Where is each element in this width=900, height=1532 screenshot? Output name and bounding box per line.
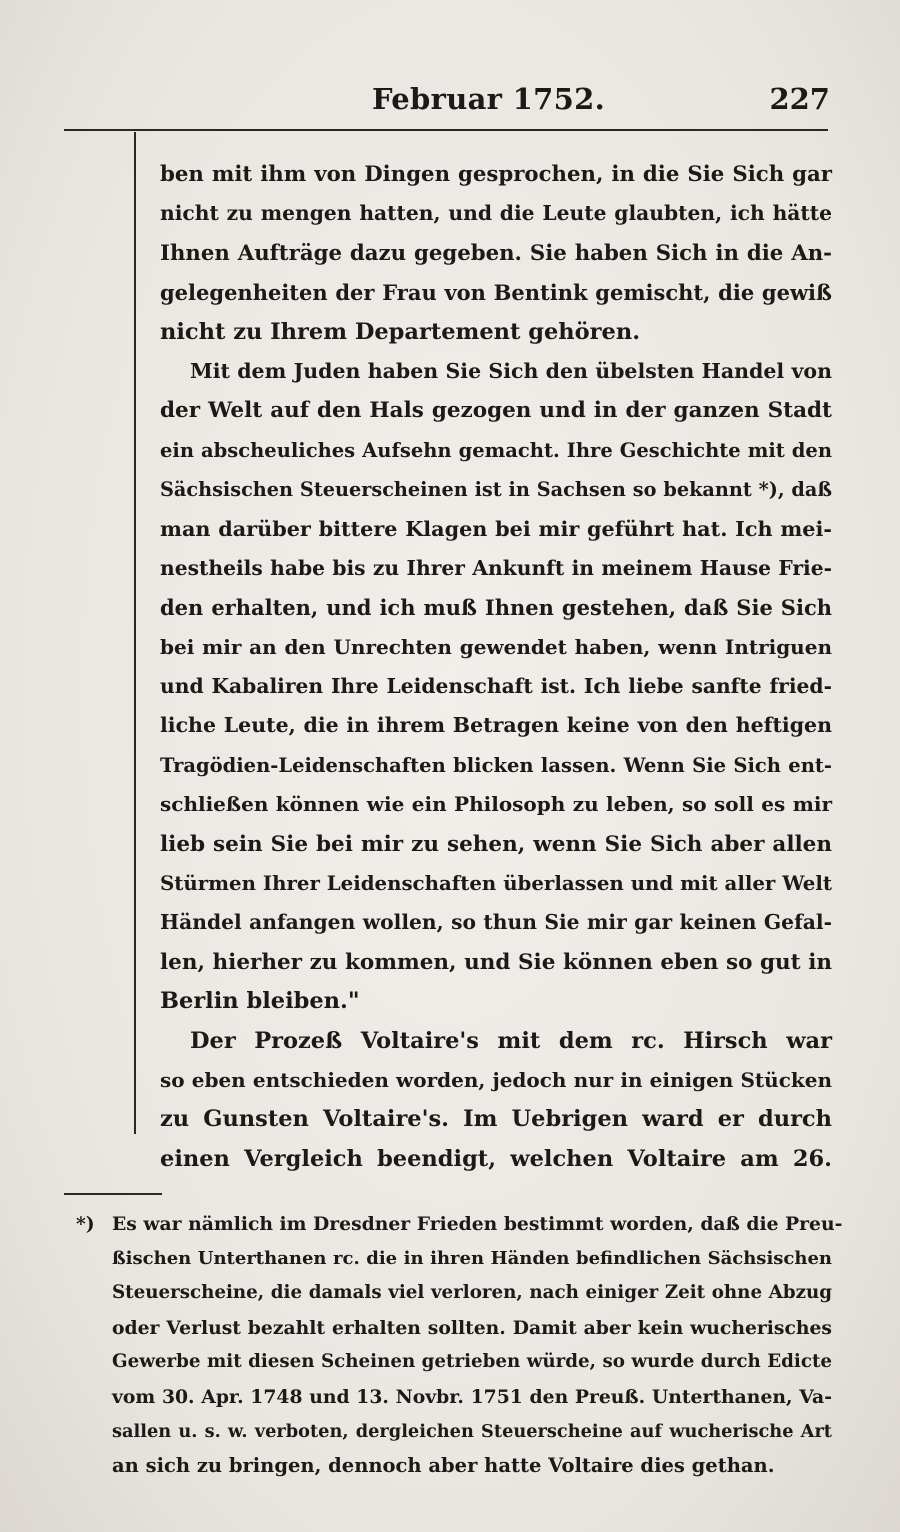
text-line: ben mit ihm von Dingen gesprochen, in die Sie Sich gar xyxy=(160,162,832,187)
running-header xyxy=(60,76,830,124)
footnote-line: Es war nämlich im Dresdner Frieden bestimmt worden, daß die Preu- xyxy=(112,1213,843,1235)
text-line: so eben entschieden worden, jedoch nur in einigen Stücken xyxy=(160,1067,832,1092)
text-line: und Kabaliren Ihre Leidenschaft ist. Ich liebe sanfte fried- xyxy=(160,674,832,699)
text-line: schließen können wie ein Philosoph zu leben, so soll es mir xyxy=(160,792,832,817)
text-line: Der Prozeß Voltaire's mit dem rc. Hirsch war xyxy=(190,1027,832,1054)
text-line: zu Gunsten Voltaire's. Im Uebrigen ward er durch xyxy=(160,1106,832,1133)
text-line: Händel anfangen wollen, so thun Sie mir gar keinen Gefal- xyxy=(160,910,832,935)
footnote-line: Steuerscheine, die damals viel verloren, nach einiger Zeit ohne Abzug xyxy=(112,1282,832,1304)
footnote-line: ßischen Unterthanen rc. die in ihren Händen befindlichen Sächsischen xyxy=(112,1247,832,1269)
footnote-rule xyxy=(64,1193,162,1195)
text-line: Stürmen Ihrer Leidenschaften überlassen und mit aller Welt xyxy=(160,871,832,896)
text-line: man darüber bittere Klagen bei mir geführt hat. Ich mei- xyxy=(160,516,832,541)
footnote-line: Gewerbe mit diesen Scheinen getrieben würde, so wurde durch Edicte xyxy=(112,1351,832,1373)
text-line: gelegenheiten der Frau von Bentink gemischt, die gewiß xyxy=(160,280,832,306)
page-number: 227 xyxy=(769,82,830,116)
main-text xyxy=(160,155,832,1179)
text-line: Berlin bleiben." xyxy=(160,988,360,1015)
text-line: nicht zu Ihrem Departement gehören. xyxy=(160,318,641,345)
footnote-line: an sich zu bringen, dennoch aber hatte Voltaire dies gethan. xyxy=(112,1454,775,1478)
text-line: len, hierher zu kommen, und Sie können eben so gut in xyxy=(160,949,832,975)
text-line: liche Leute, die in ihrem Betragen keine von den heftigen xyxy=(160,713,832,738)
header-rule xyxy=(64,129,828,131)
text-line: nestheils habe bis zu Ihrer Ankunft in meinem Hause Frie- xyxy=(160,555,832,580)
text-line: den erhalten, und ich muß Ihnen gestehen, daß Sie Sich xyxy=(160,595,832,621)
text-line: bei mir an den Unrechten gewendet haben, wenn Intriguen xyxy=(160,634,832,659)
footnote xyxy=(76,1207,843,1484)
text-line: lieb sein Sie bei mir zu sehen, wenn Sie Sich aber allen xyxy=(160,831,832,857)
text-line: ein abscheuliches Aufsehn gemacht. Ihre Geschichte mit den xyxy=(160,438,832,462)
footnote-marker: *) xyxy=(76,1213,95,1235)
text-line: Ihnen Aufträge dazu gegeben. Sie haben Sich in die An- xyxy=(160,240,832,266)
text-line: der Welt auf den Hals gezogen und in der ganzen Stadt xyxy=(160,398,832,424)
footnote-line: sallen u. s. w. verboten, dergleichen Steuerscheine auf wucherische Art xyxy=(112,1420,832,1442)
text-line: Mit dem Juden haben Sie Sich den übelsten Handel von xyxy=(190,358,832,383)
text-line: einen Vergleich beendigt, welchen Voltaire am 26. xyxy=(160,1145,832,1172)
quotation-margin-rule xyxy=(134,132,136,1134)
footnote-line: oder Verlust bezahlt erhalten sollten. Damit aber kein wucherisches xyxy=(112,1316,832,1339)
header-month-year: Februar 1752. xyxy=(372,82,605,116)
text-line: nicht zu mengen hatten, und die Leute glaubten, ich hätte xyxy=(160,201,832,226)
footnote-line: vom 30. Apr. 1748 und 13. Novbr. 1751 den Preuß. Unterthanen, Va- xyxy=(112,1385,832,1408)
text-line: Sächsischen Steuerscheinen ist in Sachsen so bekannt *), daß xyxy=(160,478,832,502)
text-line: Tragödien-Leidenschaften blicken lassen. Wenn Sie Sich ent- xyxy=(160,753,832,777)
